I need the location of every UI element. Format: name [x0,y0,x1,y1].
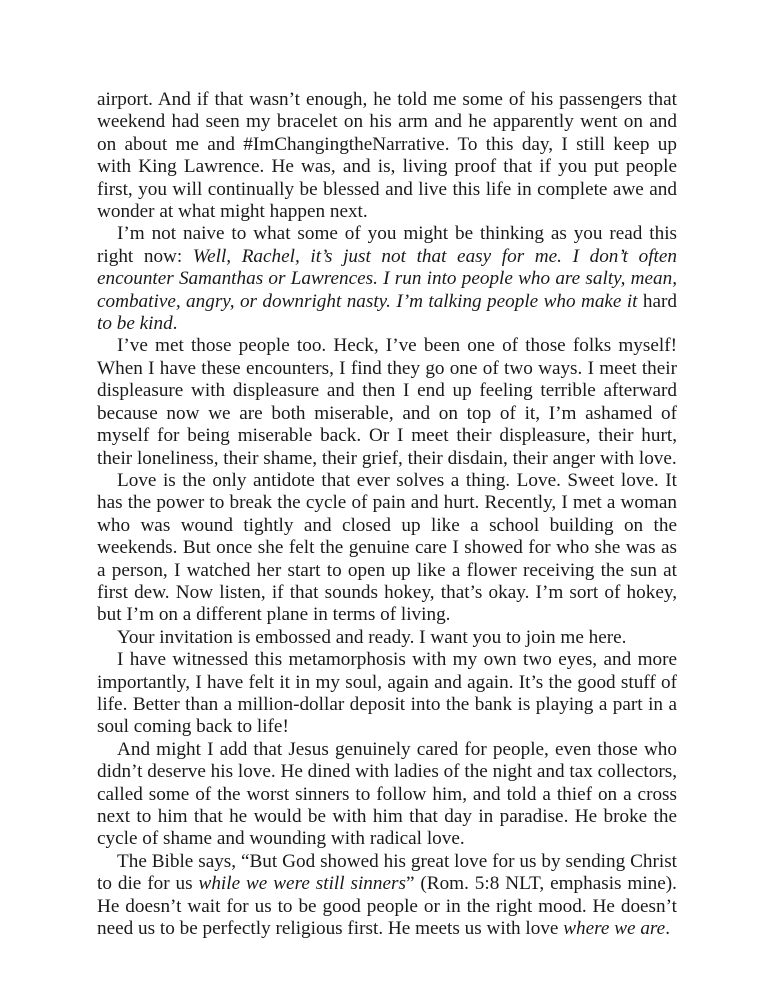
italic-text: where we are [563,918,666,940]
text-run: ” (Rom. 5:8 NLT, emphasis mine). He doesn’t wait for us to be good people or in the right mood. He doesn’t need us to be perfectly religious first. He meets us with love [97,873,677,940]
paragraph [97,470,677,627]
text-run: And might I add that Jesus genuinely cared for people, even those who didn’t deserve his love. He dined with ladies of the night and tax collectors, called some of the worst sinners to follow him, and told a thief on a cross next to him that he would be with him that day in paradise. He broke the cycle of shame and wounding with radical love. [97,738,677,850]
text-run: Love is the only antidote that ever solves a thing. Love. Sweet love. It has the power to break the cycle of pain and hurt. Recently, I met a woman who was wound tightly and closed up like a school building on the weekends. But once she felt the genuine care I showed for who she was as a person, I watched her start to open up like a flower receiving the sun at first dew. Now listen, if that sounds hokey, that’s okay. I’m sort of hokey, but I’m on a different plane in terms of living. [97,469,677,626]
paragraph [97,851,677,941]
paragraph [97,739,677,851]
italic-text: Well, Rachel, it’s just not that easy for me. I don’t often encounter Samanthas or Lawrences. I run into people who are salty, mean, combative, angry, or downright nasty. I’m talking people who make it [97,245,677,312]
text-run: hard [642,290,677,312]
body-text [97,89,677,940]
italic-text: while we were still sinners [198,873,406,895]
text-run: airport. And if that wasn’t enough, he told me some of his passengers that weekend had seen my bracelet on his arm and he apparently went on and on about me and #ImChangingtheNarrative. To this day, I still keep up with King Lawrence. He was, and is, living proof that if you put people first, you will continually be blessed and live this life in complete awe and wonder at what might happen next. [97,89,677,223]
text-run: Your invitation is embossed and ready. I want you to join me here. [117,626,627,648]
text-run: The Bible says, “But God showed his great love for us by sending Christ to die for us [97,850,677,895]
text-run: I’ve met those people too. Heck, I’ve been one of those folks myself! When I have these encounters, I find they go one of two ways. I meet their displeasure with displeasure and then I end up feeling terrible afterward because now we are both miserable, and on top of it, I’m ashamed of myself for being miserable back. Or I meet their displeasure, their hurt, their loneliness, their shame, their grief, their disdain, their anger with love. [97,335,677,469]
paragraph [97,223,677,335]
paragraph [97,627,677,649]
text-run: I have witnessed this metamorphosis with my own two eyes, and more importantly, I have felt it in my soul, again and again. It’s the good stuff of life. Better than a million-dollar deposit into the bank is playing a part in a soul coming back to life! [97,649,677,738]
italic-text: to be kind [97,313,173,335]
text-run: . [172,313,178,335]
text-run: . [665,918,670,940]
paragraph [97,649,677,739]
paragraph [97,335,677,469]
paragraph [97,89,677,223]
text-run: I’m not naive to what some of you might be thinking as you read this right now: [97,223,677,267]
